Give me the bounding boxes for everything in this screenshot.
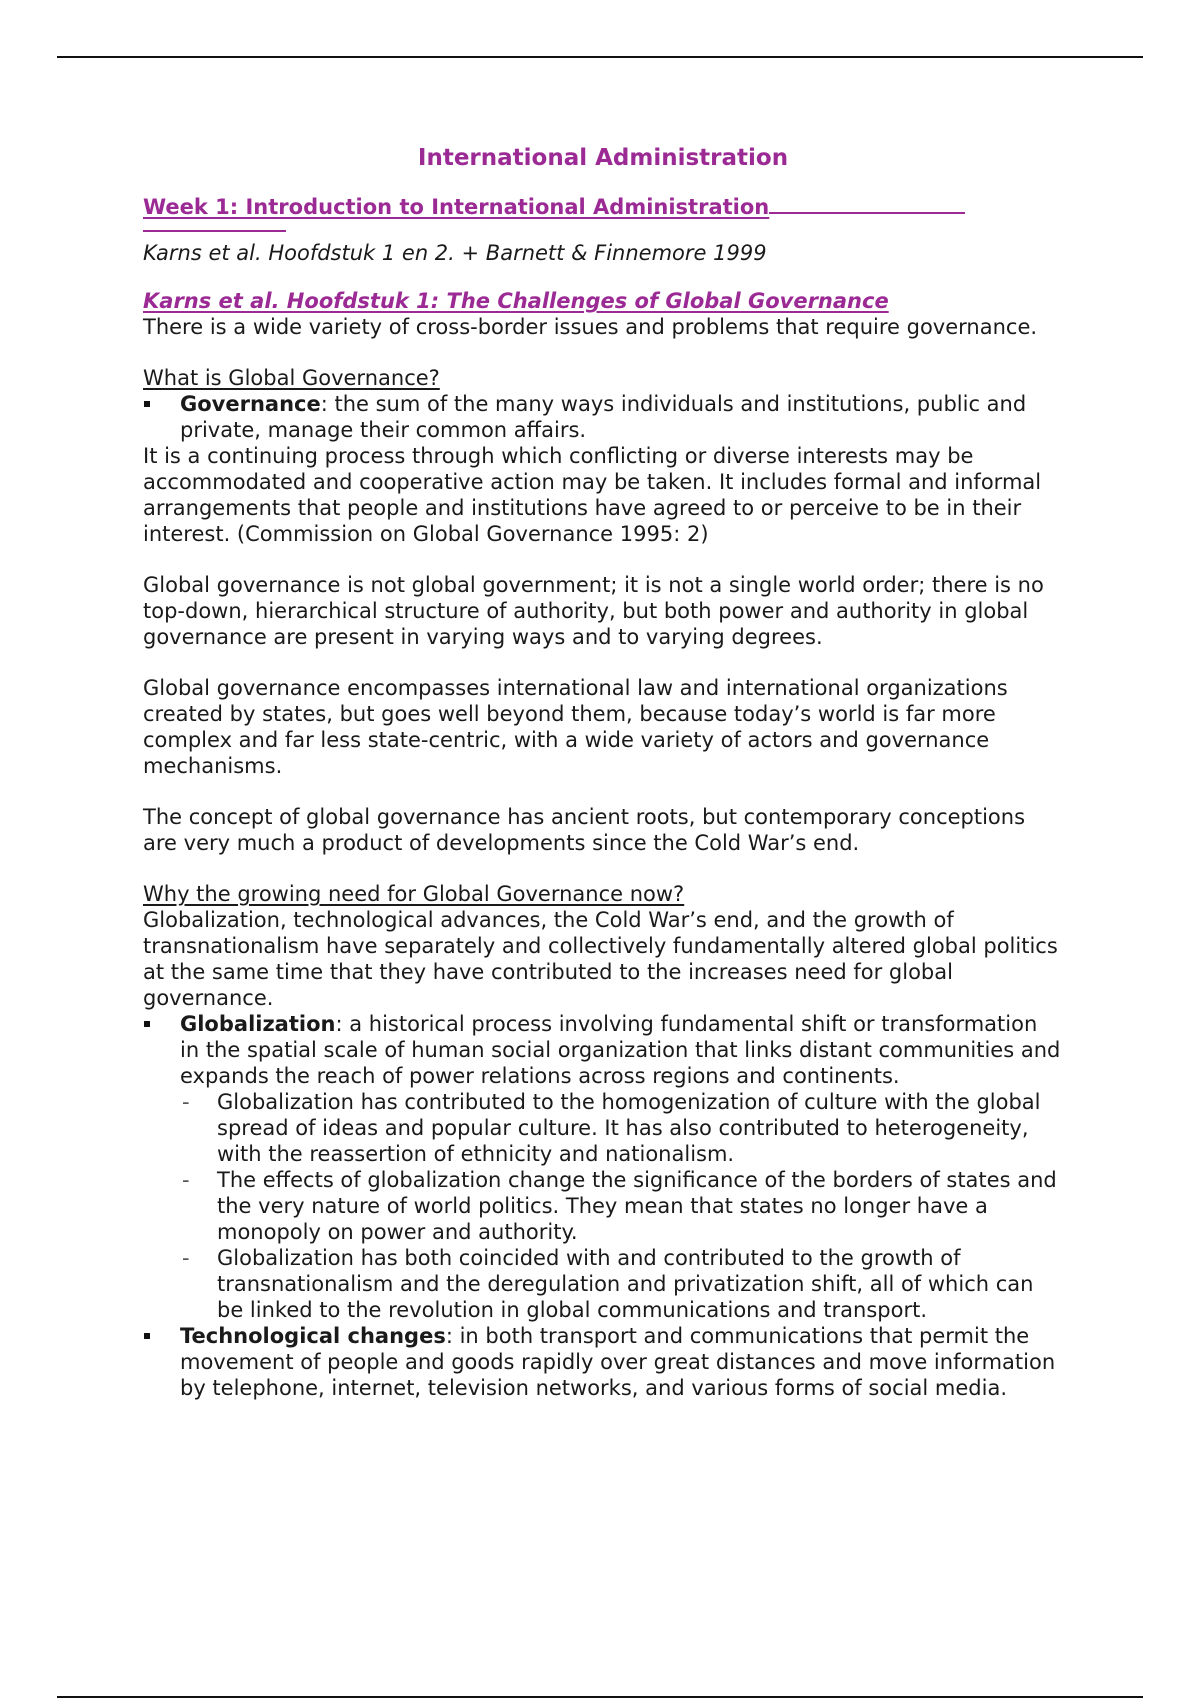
document-title: International Administration	[417, 145, 789, 171]
bullet-term: Technological changes	[180, 1324, 446, 1348]
section-heading-why-growing-need: Why the growing need for Global Governance now?	[143, 882, 685, 906]
square-bullet-icon	[144, 1333, 150, 1339]
section2-intro-paragraph: Globalization, technological advances, the Cold War’s end, and the growth of transnationalism have separately and collectively fundamentally altered global politics at the same time that they have contributed to the increases need for global governance.	[143, 908, 1058, 1010]
dash-bullet-icon: -	[182, 1090, 190, 1114]
sub-list-item	[180, 1245, 1063, 1323]
bullet-text: : the sum of the many ways individuals and institutions, public and private, manage their common affairs.	[180, 392, 1027, 442]
paragraph: Global governance encompasses international law and international organizations created by states, but goes well beyond them, because today’s world is far more complex and far less state-centric, with a wide variety of actors and governance mechanisms.	[143, 676, 1008, 778]
top-border-line	[57, 56, 1143, 58]
week-heading-underline-tail	[769, 194, 965, 214]
paragraph: Global governance is not global government; it is not a single world order; there is no top-down, hierarchical structure of authority, but both power and authority in global governance are present in varying ways and to varying degrees.	[143, 573, 1044, 649]
section-heading-what-is-global-governance: What is Global Governance?	[143, 366, 440, 390]
sub-list-item	[180, 1089, 1063, 1167]
week-heading-underline-wrap	[143, 220, 286, 232]
list-item	[143, 1323, 1063, 1401]
sub-list-item	[180, 1167, 1063, 1245]
bullet-text: : in both transport and communications that permit the movement of people and goods rapidly over great distances and move information by telephone, internet, television networks, and various forms of social media.	[180, 1324, 1056, 1400]
chapter-heading: Karns et al. Hoofdstuk 1: The Challenges of Global Governance	[143, 289, 889, 313]
week-heading-text: Week 1: Introduction to International Administration	[143, 195, 770, 219]
governance-continuation: It is a continuing process through which conflicting or diverse interests may be accommodated and cooperative action may be taken. It includes formal and informal arrangements that people and institutions have agreed to or perceive to be in their interest. (Commission on Global Governance 1995: 2)	[143, 444, 1042, 546]
bullet-text: : a historical process involving fundamental shift or transformation in the spatial scale of human social organization that links distant communities and expands the reach of power relations across regions and continents.	[180, 1012, 1061, 1088]
dash-bullet-icon: -	[182, 1246, 190, 1270]
list-item	[143, 1011, 1063, 1323]
bottom-border-line	[57, 1696, 1143, 1698]
sub-item-text: The effects of globalization change the significance of the borders of states and the very nature of world politics. They mean that states no longer have a monopoly on power and authority.	[217, 1168, 1057, 1244]
governance-bullet-list	[143, 391, 1063, 443]
bullet-term: Globalization	[180, 1012, 336, 1036]
square-bullet-icon	[144, 401, 150, 407]
document-page	[143, 138, 1063, 1401]
intro-paragraph: There is a wide variety of cross-border issues and problems that require governance.	[143, 315, 1038, 339]
list-item	[143, 391, 1063, 443]
week-heading	[143, 194, 1063, 220]
dash-bullet-icon: -	[182, 1168, 190, 1192]
sub-item-text: Globalization has contributed to the homogenization of culture with the global spread of ideas and popular culture. It has also contributed to heterogeneity, with the reassertion of ethnicity and nationalism.	[217, 1090, 1041, 1166]
paragraph: The concept of global governance has ancient roots, but contemporary conceptions are very much a product of developments since the Cold War’s end.	[143, 805, 1026, 855]
bullet-term: Governance	[180, 392, 321, 416]
sub-item-text: Globalization has both coincided with and contributed to the growth of transnationalism and the deregulation and privatization shift, all of which can be linked to the revolution in global communications and transport.	[217, 1246, 1034, 1322]
square-bullet-icon	[144, 1021, 150, 1027]
drivers-bullet-list	[143, 1011, 1063, 1401]
sources-line: Karns et al. Hoofdstuk 1 en 2. + Barnett & Finnemore 1999	[143, 241, 767, 265]
globalization-sub-list	[180, 1089, 1063, 1323]
